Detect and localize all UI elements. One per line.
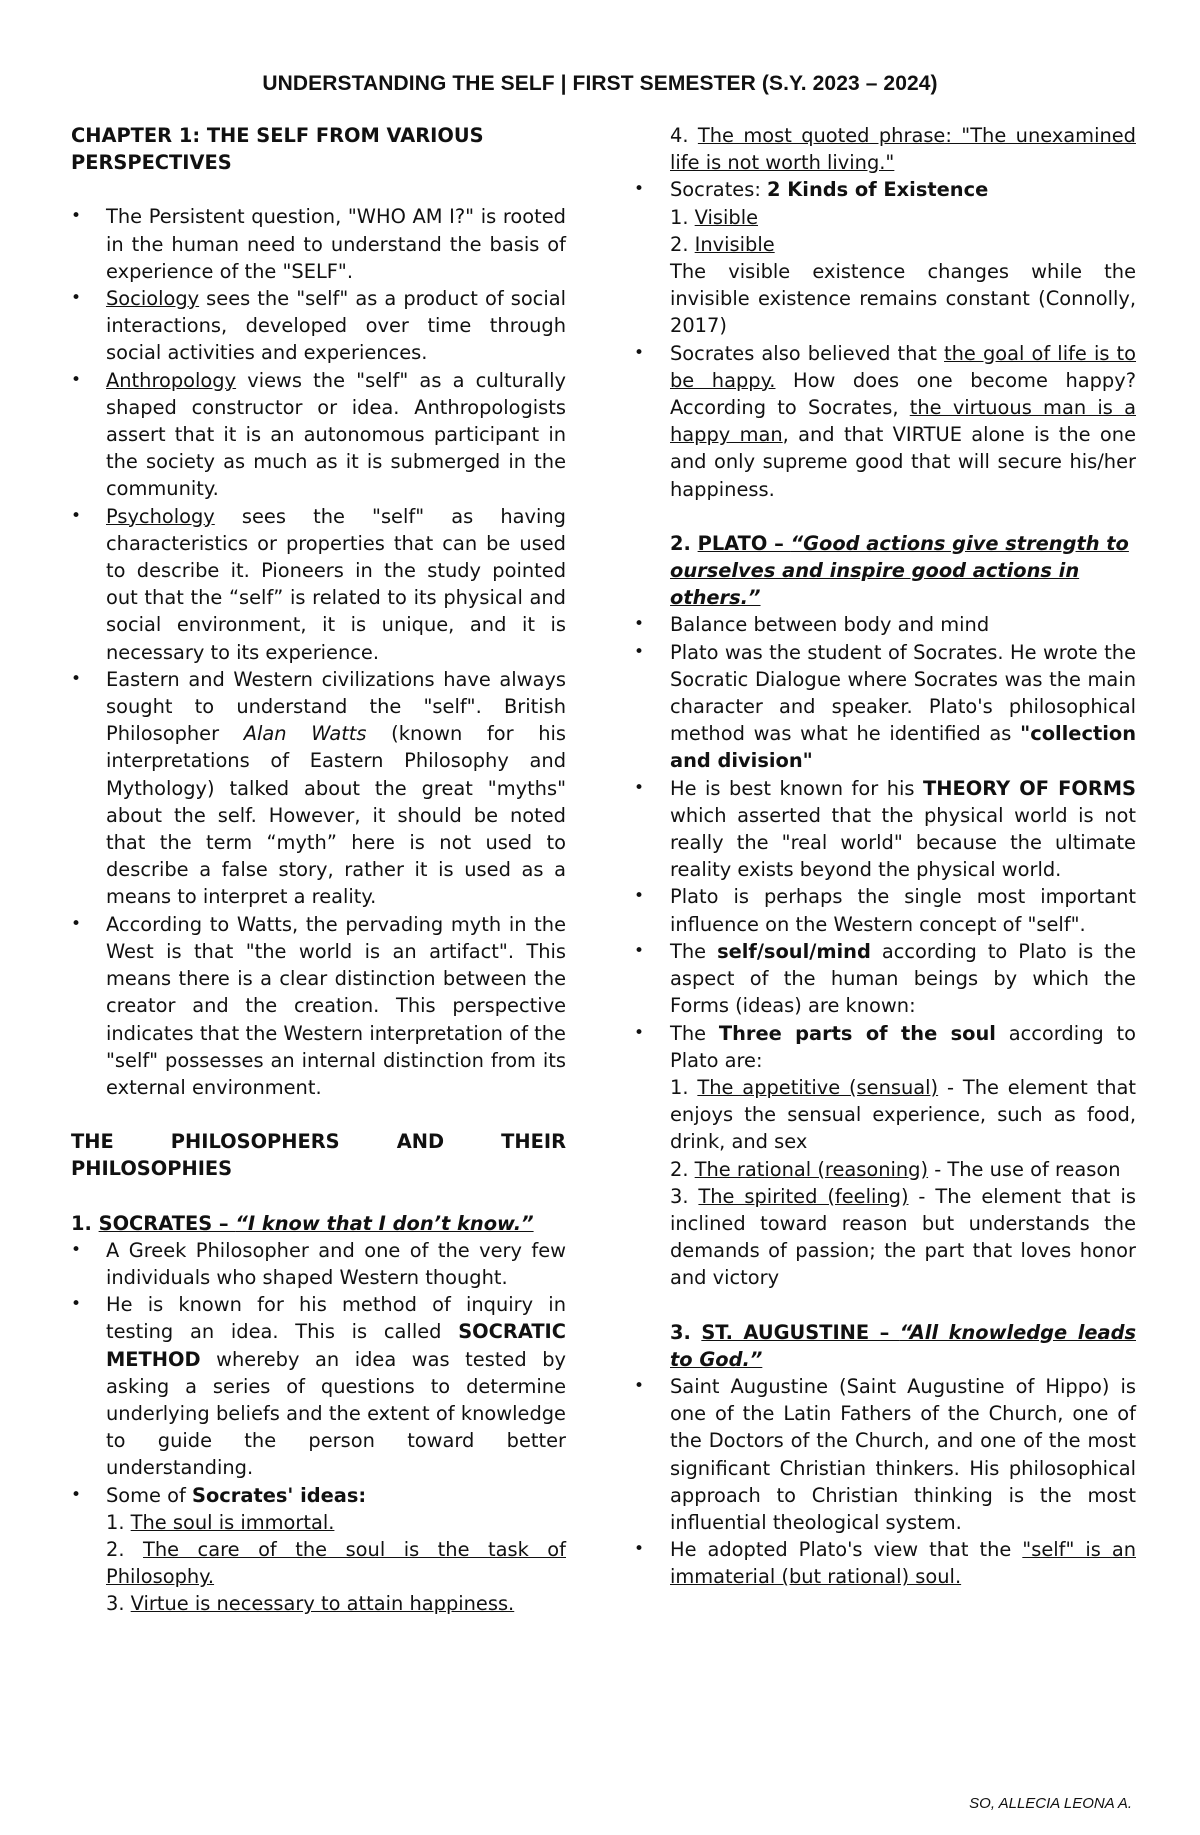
soul-part-item: 3. The spirited (feeling) - The element that is inclined toward reason but understands the demands of passion; the part that loves honor and victory xyxy=(670,1184,1136,1290)
existence-item: 2. Invisible xyxy=(670,232,775,256)
list-item: • Socrates also believed that the goal of life is to be happy. How does one become happy? According to Socrates, the virtuous man is a happy man, and that VIRTUE alone is the one and only supreme good that will secure his/her happiness. xyxy=(670,340,1136,503)
right-column xyxy=(670,122,1136,1591)
idea-item: 4. The most quoted phrase: "The unexamined life is not worth living." xyxy=(670,124,1136,175)
list-item: • Eastern and Western civilizations have always sought to understand the "self". British Philosopher Alan Watts (known for his interpretations of Eastern Philosophy and Mythology) talked about the great "myths" about the self. However, it should be noted that the term “myth” here is not used to describe a false story, rather it is used as a means to interpret a reality. xyxy=(71,666,566,911)
list-item: • Anthropology views the "self" as a culturally shaped constructor or idea. Anthropologists assert that it is an autonomous participant in the society as much as it is submerged in the community. xyxy=(71,367,566,503)
socrates-bullet-list xyxy=(71,1237,566,1618)
list-item: • Some of Socrates' ideas: 1. The soul is immortal. 2. The care of the soul is the task of Philosophy. 3. Virtue is necessary to attain happiness. xyxy=(71,1482,566,1618)
idea-item: 1. The soul is immortal. xyxy=(106,1510,335,1534)
augustine-heading: 3. ST. AUGUSTINE – “All knowledge leads to God.” xyxy=(670,1320,1136,1371)
list-item: • The Three parts of the soul according to Plato are: 1. The appetitive (sensual) - The element that enjoys the sensual experience, such as food, drink, and sex 2. The rational (reasoning) - The use of reason 3. The spirited (feeling) - The element that is inclined toward reason but understands the demands of passion; the part that loves honor and victory xyxy=(670,1020,1136,1292)
existence-item: 1. Visible xyxy=(670,205,759,229)
idea-item: 2. The care of the soul is the task of Philosophy. xyxy=(106,1537,566,1589)
soul-part-item: 1. The appetitive (sensual) - The element that enjoys the sensual experience, such as food, drink, and sex xyxy=(670,1075,1136,1154)
list-item: • The Persistent question, "WHO AM I?" is rooted in the human need to understand the basis of experience of the "SELF". xyxy=(71,203,566,285)
left-column xyxy=(71,122,566,1618)
intro-bullet-list xyxy=(71,203,566,1101)
list-item: • He is best known for his THEORY OF FORMS which asserted that the physical world is not really the "real world" because the ultimate reality exists beyond the physical world. xyxy=(670,775,1136,884)
term-socratic-method: SOCRATIC METHOD xyxy=(106,1320,566,1371)
list-item: • Sociology sees the "self" as a product of social interactions, developed over time through social activities and experiences. xyxy=(71,285,566,367)
list-item: • A Greek Philosopher and one of the very few individuals who shaped Western thought. xyxy=(71,1237,566,1291)
list-item: • Psychology sees the "self" as having characteristics or properties that can be used to describe it. Pioneers in the study pointed out that the “self” is related to its physical and social environment, it is unique, and it is necessary to its experience. xyxy=(71,503,566,666)
list-item: • Socrates: 2 Kinds of Existence 1. Visible 2. Invisible The visible existence changes while the invisible existence remains constant (Connolly, 2017) xyxy=(670,176,1136,339)
socrates-heading: 1. SOCRATES – “I know that I don’t know.” xyxy=(71,1211,534,1235)
page-title: UNDERSTANDING THE SELF | FIRST SEMESTER (S.Y. 2023 – 2024) xyxy=(262,72,938,95)
term-psychology: Psychology xyxy=(106,504,215,528)
socrates-more-list xyxy=(670,176,1136,502)
list-item: • Plato is perhaps the single most important influence on the Western concept of "self". xyxy=(670,883,1136,937)
term-sociology: Sociology xyxy=(106,287,200,311)
list-item: • He is known for his method of inquiry in testing an idea. This is called SOCRATIC METHOD whereby an idea was tested by asking a series of questions to determine underlying beliefs and the extent of knowledge to guide the person toward better understanding. xyxy=(71,1291,566,1481)
list-item: • He adopted Plato's view that the "self" is an immaterial (but rational) soul. xyxy=(670,1536,1136,1590)
augustine-bullet-list xyxy=(670,1373,1136,1591)
list-item: • According to Watts, the pervading myth in the West is that "the world is an artifact". This means there is a clear distinction between the creator and the creation. This perspective indicates that the Western interpretation of the "self" possesses an internal distinction from its external environment. xyxy=(71,911,566,1101)
list-item: • The self/soul/mind according to Plato is the aspect of the human beings by which the Forms (ideas) are known: xyxy=(670,938,1136,1020)
chapter-title: CHAPTER 1: THE SELF FROM VARIOUS PERSPECTIVES xyxy=(71,124,484,175)
author-footer: SO, ALLECIA LEONA A. xyxy=(969,1795,1132,1812)
section-title: THE PHILOSOPHERS AND THEIR PHILOSOPHIES xyxy=(71,1130,566,1181)
idea-item: 3. Virtue is necessary to attain happiness. xyxy=(106,1592,515,1616)
plato-bullet-list xyxy=(670,611,1136,1291)
list-item: • Plato was the student of Socrates. He wrote the Socratic Dialogue where Socrates was the main character and speaker. Plato's philosophical method was what he identified as "collection and division" xyxy=(670,639,1136,775)
plato-heading: 2. PLATO – “Good actions give strength to ourselves and inspire good actions in others.” xyxy=(670,531,1129,610)
list-item: • Saint Augustine (Saint Augustine of Hippo) is one of the Latin Fathers of the Church, one of the Doctors of the Church, and one of the most significant Christian thinkers. His philosophical approach to Christian thinking is the most influential theological system. xyxy=(670,1373,1136,1536)
name-alan-watts: Alan Watts xyxy=(243,722,367,746)
list-item: • Balance between body and mind xyxy=(670,611,1136,638)
soul-part-item: 2. The rational (reasoning) - The use of reason xyxy=(670,1157,1121,1181)
term-anthropology: Anthropology xyxy=(106,368,237,392)
